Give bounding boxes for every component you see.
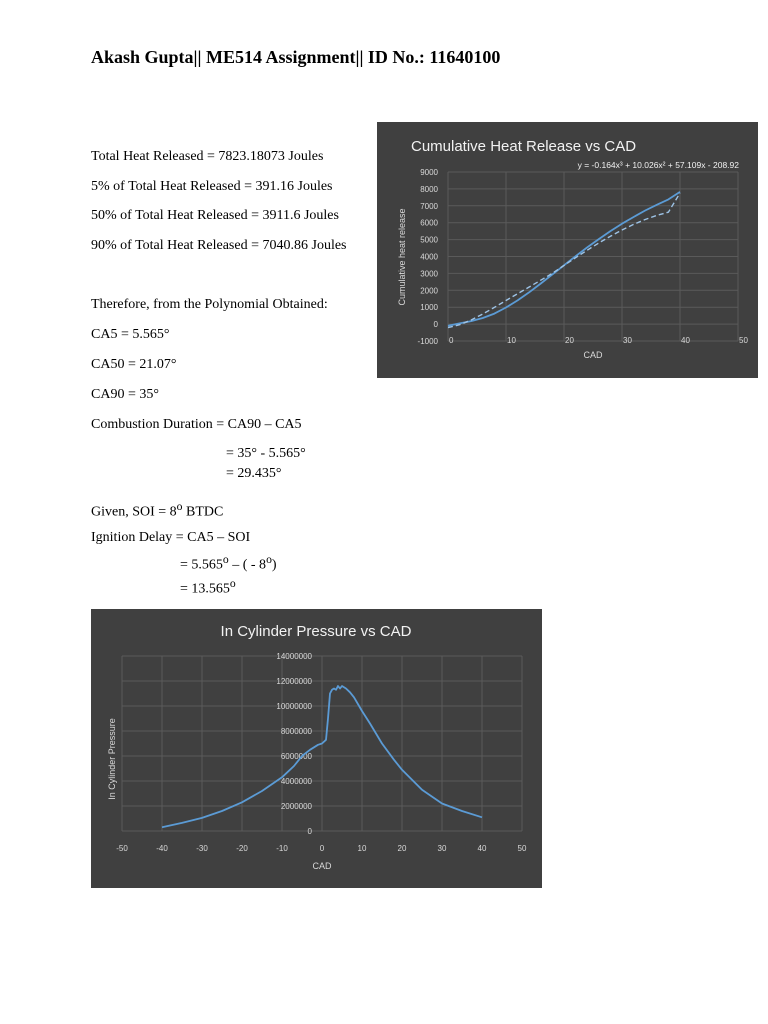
ca5-line: CA5 = 5.565° [91, 327, 170, 342]
chart1-y-tick-label: 3000 [420, 269, 438, 279]
heat-50-line: 50% of Total Heat Released = 3911.6 Joules [91, 208, 339, 223]
pressure-x-label: CAD [312, 861, 332, 871]
chart2-y-tick-label: 2000000 [280, 802, 312, 811]
chart1-x-tick-label: 10 [507, 336, 516, 345]
delay-step-1-degree-2: o [266, 553, 272, 566]
total-heat-line: Total Heat Released = 7823.18073 Joules [91, 149, 324, 164]
ca90-line: CA90 = 35° [91, 387, 159, 402]
chart1-y-tick-label: 2000 [420, 286, 438, 296]
chart2-y-tick-label: 10000000 [276, 702, 312, 711]
chart2-x-tick-label: -20 [236, 844, 248, 853]
delay-step-2-degree: o [229, 577, 236, 590]
chart1-y-tick-label: 9000 [420, 168, 438, 177]
chart2-x-tick-label: 0 [319, 844, 325, 853]
chart2-x-tick-label: -10 [276, 844, 288, 853]
heat-90-line: 90% of Total Heat Released = 7040.86 Joules [91, 238, 347, 253]
ca50-line: CA50 = 21.07° [91, 357, 177, 372]
chart2-y-tick-label: 4000000 [280, 777, 312, 786]
chart2-x-tick-label: 50 [517, 844, 527, 853]
chart2-y-tick-label: 0 [307, 827, 312, 836]
chart2-y-tick-label: 6000000 [280, 752, 312, 761]
chart1-y-tick-label: 1000 [420, 303, 438, 313]
heat-release-x-label: CAD [583, 350, 603, 360]
chart2-x-tick-label: 40 [477, 844, 487, 853]
heat-release-chart [377, 122, 758, 378]
chart1-y-tick-label: 5000 [420, 235, 438, 245]
combustion-step-1: = 35° - 5.565° [226, 446, 306, 461]
chart1-y-tick-label: 7000 [420, 201, 438, 211]
ignition-delay-line: Ignition Delay = CA5 – SOI [91, 530, 251, 545]
delay-step-2 [180, 577, 236, 598]
chart1-y-tick-label: 8000 [420, 184, 438, 194]
pressure-chart [91, 609, 542, 888]
heat-release-y-label: Cumulative heat release [397, 208, 407, 306]
heat-5-line: 5% of Total Heat Released = 391.16 Joules [91, 179, 333, 194]
chart1-y-tick-label: -1000 [417, 337, 438, 346]
combustion-duration-line: Combustion Duration = CA90 – CA5 [91, 417, 302, 432]
chart1-y-tick-label: 4000 [420, 252, 438, 262]
pressure-title: In Cylinder Pressure vs CAD [220, 623, 412, 640]
chart1-y-tick-label: 6000 [420, 218, 438, 228]
chart2-x-tick-label: 30 [437, 844, 447, 853]
soi-suffix: BTDC [182, 504, 224, 520]
delay-step-1-a: = 5.565 [180, 557, 223, 573]
delay-step-2-a: = 13.565 [180, 581, 230, 597]
chart1-x-tick-label: 40 [681, 336, 690, 345]
combustion-step-2: = 29.435° [226, 466, 282, 481]
chart2-y-tick-label: 14000000 [276, 652, 312, 661]
chart2-x-tick-label: -40 [156, 844, 168, 853]
document-header: Akash Gupta|| ME514 Assignment|| ID No.: 11640100 [91, 47, 501, 67]
delay-step-1-b: – ( - 8 [228, 557, 267, 573]
trendline-equation: y = -0.164x³ + 10.026x² + 57.109x - 208.92 [577, 160, 739, 170]
heat-release-chart-svg [377, 122, 758, 378]
soi-line [91, 500, 223, 521]
pressure-x-ticks [116, 844, 527, 853]
chart2-x-tick-label: 10 [357, 844, 367, 853]
delay-step-1-c: ) [271, 557, 277, 573]
chart2-y-tick-label: 8000000 [280, 727, 312, 736]
delay-step-1-degree-1: o [222, 553, 229, 566]
chart1-x-tick-label: 50 [739, 336, 748, 345]
chart2-y-tick-label: 12000000 [276, 677, 312, 686]
soi-text: Given, SOI = 8 [91, 504, 177, 520]
chart2-x-tick-label: -30 [196, 844, 208, 853]
pressure-chart-svg [91, 609, 542, 888]
chart1-x-tick-label: 30 [623, 336, 632, 345]
chart1-y-tick-label: 0 [433, 320, 438, 330]
soi-degree: o [176, 500, 183, 513]
pressure-y-label: In Cylinder Pressure [107, 718, 117, 800]
heat-release-y-ticks [418, 168, 439, 346]
chart1-x-tick-label: 0 [449, 336, 454, 345]
chart2-x-tick-label: 20 [397, 844, 407, 853]
therefore-line: Therefore, from the Polynomial Obtained: [91, 297, 328, 312]
delay-step-1 [180, 553, 277, 574]
chart1-x-tick-label: 20 [565, 336, 574, 345]
heat-release-title: Cumulative Heat Release vs CAD [411, 138, 637, 155]
chart2-x-tick-label: -50 [116, 844, 128, 853]
